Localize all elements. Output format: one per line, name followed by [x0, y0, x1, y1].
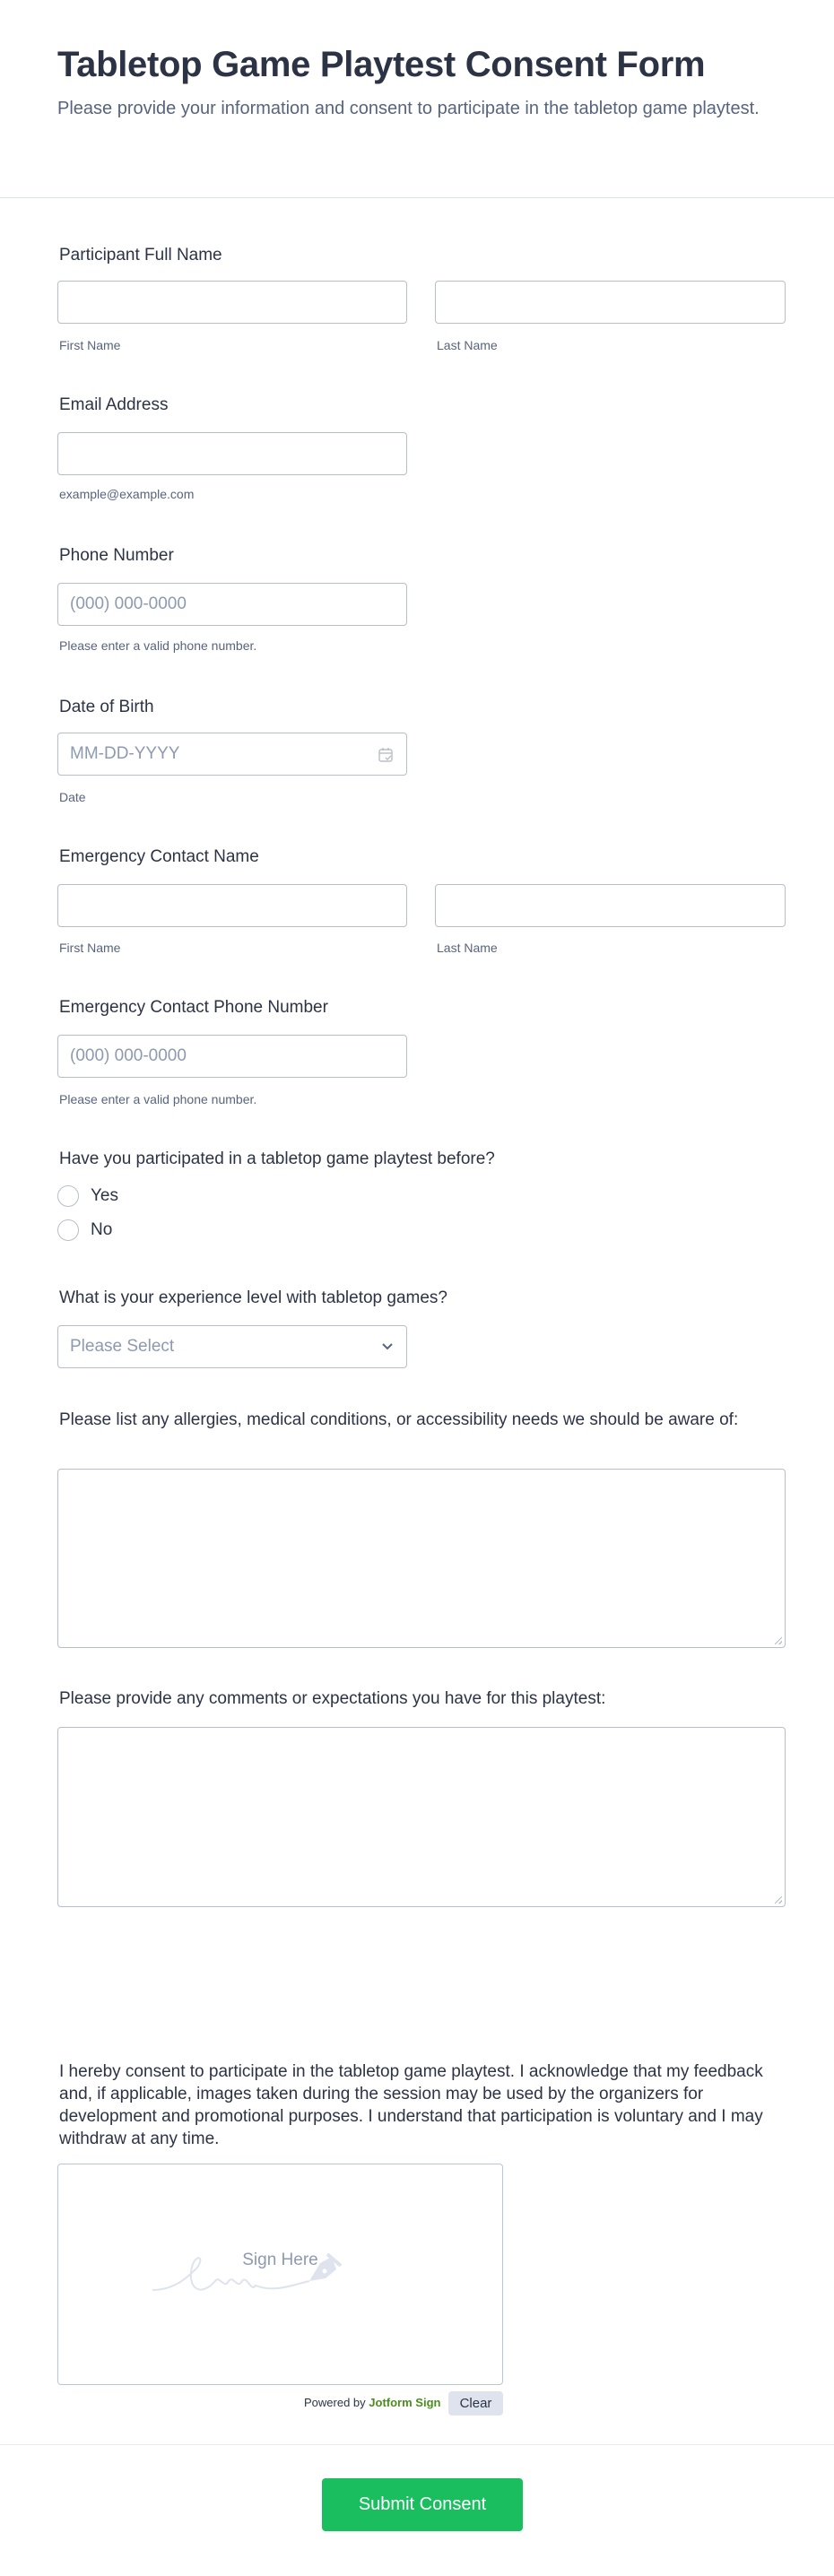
emergency-last-name-input[interactable] — [435, 884, 786, 927]
email-label: Email Address — [59, 395, 169, 414]
emergency-phone-label: Emergency Contact Phone Number — [59, 998, 328, 1017]
submit-button[interactable]: Submit Consent — [322, 2478, 523, 2531]
phone-label: Phone Number — [59, 546, 174, 565]
calendar-icon[interactable] — [378, 747, 394, 763]
dob-input[interactable] — [57, 733, 407, 776]
form-title: Tabletop Game Playtest Consent Form — [57, 45, 706, 84]
comments-textarea[interactable] — [57, 1727, 786, 1907]
email-input[interactable] — [57, 432, 407, 475]
experience-label: What is your experience level with tabletop games? — [59, 1288, 448, 1307]
emergency-first-sublabel: First Name — [59, 941, 121, 955]
radio-yes-label[interactable]: Yes — [91, 1186, 118, 1205]
signature-pen-icon — [148, 2250, 417, 2303]
chevron-down-icon — [381, 1342, 394, 1351]
form-subtitle: Please provide your information and consent to participate in the tabletop game playtest. — [57, 99, 760, 118]
emergency-name-label: Emergency Contact Name — [59, 847, 259, 866]
first-name-input[interactable] — [57, 281, 407, 324]
powered-by — [304, 2396, 440, 2409]
emergency-first-name-input[interactable] — [57, 884, 407, 927]
allergies-textarea[interactable] — [57, 1469, 786, 1648]
radio-yes[interactable] — [57, 1185, 79, 1207]
email-sublabel: example@example.com — [59, 487, 195, 501]
sign-here-placeholder: Sign Here — [242, 2251, 318, 2269]
jotform-sign-link[interactable]: Jotform Sign — [369, 2396, 441, 2409]
powered-by-text: Powered by — [304, 2396, 366, 2409]
radio-no-label[interactable]: No — [91, 1220, 113, 1239]
participant-name-label: Participant Full Name — [59, 246, 222, 265]
emergency-last-sublabel: Last Name — [437, 941, 498, 955]
signature-pad[interactable] — [57, 2164, 503, 2385]
participated-label: Have you participated in a tabletop game playtest before? — [59, 1149, 495, 1168]
radio-no[interactable] — [57, 1219, 79, 1241]
last-name-input[interactable] — [435, 281, 786, 324]
phone-input[interactable]: (000) 000-0000 — [57, 583, 407, 626]
comments-label: Please provide any comments or expectations you have for this playtest: — [59, 1689, 606, 1708]
emergency-phone-sublabel: Please enter a valid phone number. — [59, 1092, 257, 1106]
dob-sublabel: Date — [59, 790, 86, 804]
consent-text: I hereby consent to participate in the tabletop game playtest. I acknowledge that my feedback and, if applicable, images taken during the session may be used by the organizers for development and promotional purposes. I understand that participation is voluntary and I may withdraw at any time. — [59, 2062, 763, 2148]
dob-label: Date of Birth — [59, 698, 154, 716]
experience-select[interactable] — [57, 1325, 407, 1368]
experience-selected: Please Select — [70, 1337, 175, 1356]
phone-sublabel: Please enter a valid phone number. — [59, 638, 257, 653]
emergency-phone-input[interactable]: (000) 000-0000 — [57, 1035, 407, 1078]
first-name-sublabel: First Name — [59, 338, 121, 352]
header-divider — [0, 197, 834, 198]
footer-divider — [0, 2444, 834, 2445]
allergies-label: Please list any allergies, medical conditions, or accessibility needs we should be aware of: — [59, 1410, 739, 1429]
resize-handle[interactable] — [775, 1896, 782, 1904]
last-name-sublabel: Last Name — [437, 338, 498, 352]
dob-placeholder: MM-DD-YYYY — [70, 744, 180, 763]
resize-handle[interactable] — [775, 1637, 782, 1644]
clear-signature-button[interactable]: Clear — [448, 2391, 503, 2416]
